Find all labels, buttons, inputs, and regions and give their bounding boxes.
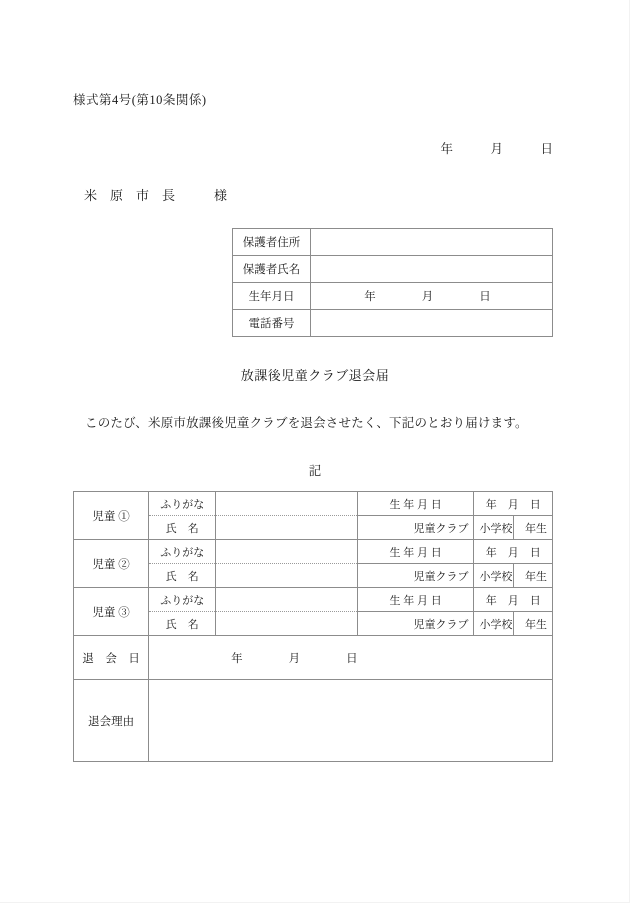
child-1-label: 児童 ① <box>74 492 149 540</box>
leave-reason-label: 退会理由 <box>74 680 149 762</box>
table-row <box>74 680 553 762</box>
child-3-label: 児童 ③ <box>74 588 149 636</box>
submission-date-line: 年 月 日 <box>440 142 553 156</box>
child-1-furigana-field[interactable] <box>216 492 357 516</box>
children-details-table <box>73 491 553 762</box>
table-row <box>74 588 553 612</box>
child-2-furigana-label: ふりがな <box>149 540 216 564</box>
leave-date-label: 退 会 日 <box>74 636 149 680</box>
child-2-grade-label: 年生 <box>513 564 552 588</box>
child-2-club-label: 児童クラブ <box>357 564 474 588</box>
document-body-text: このたび、米原市放課後児童クラブを退会させたく、下記のとおり届けます。 <box>85 416 528 430</box>
child-1-school-label: 小学校 <box>474 516 513 540</box>
table-row <box>233 229 553 256</box>
guardian-name-field[interactable] <box>311 256 553 283</box>
addressee-line: 米 原 市 長 様 <box>84 188 228 203</box>
child-2-school-label: 小学校 <box>474 564 513 588</box>
leave-reason-field[interactable] <box>149 680 553 762</box>
child-3-name-label: 氏 名 <box>149 612 216 636</box>
child-3-school-label: 小学校 <box>474 612 513 636</box>
child-3-furigana-field[interactable] <box>216 588 357 612</box>
child-3-dob-value[interactable]: 年 月 日 <box>474 588 553 612</box>
child-3-furigana-label: ふりがな <box>149 588 216 612</box>
guardian-name-label: 保護者氏名 <box>233 256 311 283</box>
child-1-name-field[interactable] <box>216 516 357 540</box>
child-1-dob-value[interactable]: 年 月 日 <box>474 492 553 516</box>
guardian-phone-field[interactable] <box>311 310 553 337</box>
child-2-name-field[interactable] <box>216 564 357 588</box>
child-3-name-field[interactable] <box>216 612 357 636</box>
form-number: 様式第4号(第10条関係) <box>73 93 207 107</box>
guardian-address-label: 保護者住所 <box>233 229 311 256</box>
child-1-club-label: 児童クラブ <box>357 516 474 540</box>
guardian-dob-field[interactable] <box>311 283 553 310</box>
table-row <box>74 492 553 516</box>
document-title: 放課後児童クラブ退会届 <box>240 368 390 383</box>
child-1-furigana-label: ふりがな <box>149 492 216 516</box>
child-3-dob-label: 生 年 月 日 <box>357 588 474 612</box>
guardian-dob-ymd: 年 月 日 <box>364 291 491 303</box>
child-1-grade-label: 年生 <box>513 516 552 540</box>
guardian-address-field[interactable] <box>311 229 553 256</box>
child-3-club-label: 児童クラブ <box>357 612 474 636</box>
guardian-phone-label: 電話番号 <box>233 310 311 337</box>
child-2-dob-label: 生 年 月 日 <box>357 540 474 564</box>
ki-mark: 記 <box>308 464 322 478</box>
table-row <box>74 636 553 680</box>
table-row <box>233 310 553 337</box>
guardian-info-table <box>232 228 553 337</box>
child-2-label: 児童 ② <box>74 540 149 588</box>
table-row <box>74 540 553 564</box>
leave-date-field[interactable]: 年 月 日 <box>149 636 553 680</box>
child-3-grade-label: 年生 <box>513 612 552 636</box>
table-row <box>233 256 553 283</box>
child-2-furigana-field[interactable] <box>216 540 357 564</box>
child-2-name-label: 氏 名 <box>149 564 216 588</box>
child-1-dob-label: 生 年 月 日 <box>357 492 474 516</box>
table-row <box>233 283 553 310</box>
child-1-name-label: 氏 名 <box>149 516 216 540</box>
child-2-dob-value[interactable]: 年 月 日 <box>474 540 553 564</box>
guardian-dob-label: 生年月日 <box>233 283 311 310</box>
